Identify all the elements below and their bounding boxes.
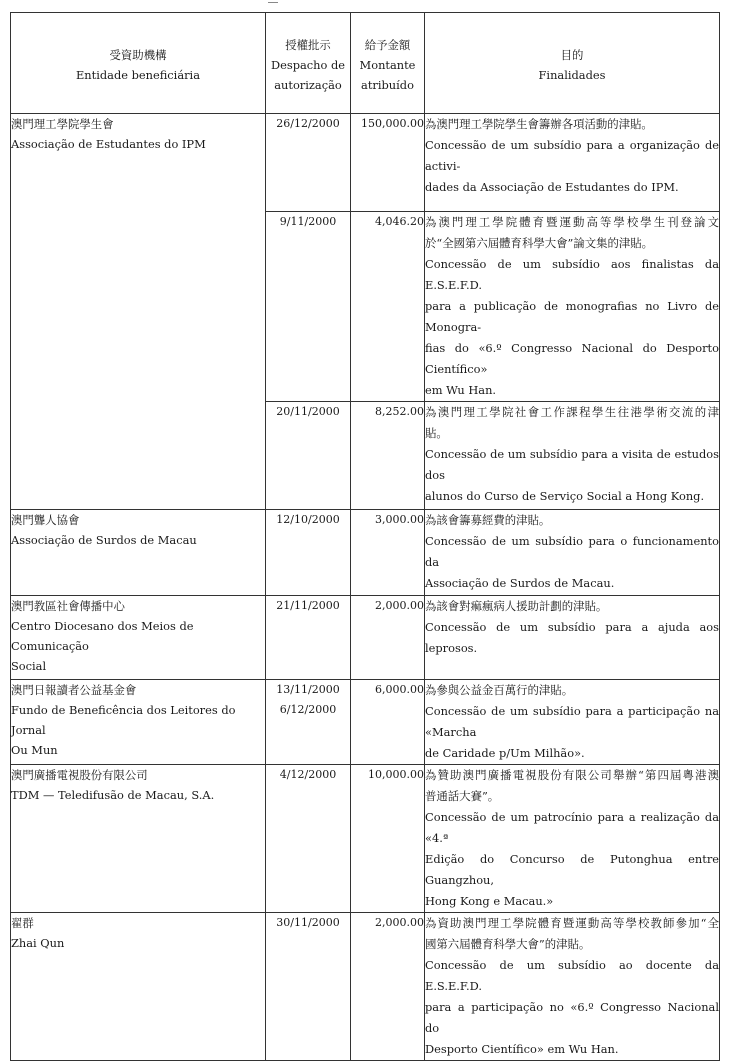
purpose-zh xyxy=(425,765,719,807)
dispatch-date-cell xyxy=(266,212,351,402)
dispatch-date-cell xyxy=(266,913,351,1061)
purpose-pt-line: Concessão de um subsídio para o funcionamento da xyxy=(425,534,719,569)
header-purpose-pt: Finalidades xyxy=(538,68,606,82)
purpose-pt-line: fias do «6.º Congresso Nacional do Desporto Científico» xyxy=(425,341,719,376)
amount-cell xyxy=(351,765,425,913)
amount-cell xyxy=(351,913,425,1061)
dispatch-date: 26/12/2000 xyxy=(276,117,340,130)
amount-value: 2,000.00 xyxy=(375,916,424,929)
header-entity xyxy=(11,13,266,114)
purpose-pt-line: Desporto Científico» em Wu Han. xyxy=(425,1042,619,1056)
purpose-zh-line: 為該會對痲瘋病人援助計劃的津貼。 xyxy=(425,599,608,613)
entity-name-zh: 澳門聾人協會 xyxy=(11,513,80,527)
purpose-pt-line: em Wu Han. xyxy=(425,383,497,397)
amount-value: 6,000.00 xyxy=(375,683,424,696)
table-header xyxy=(11,13,720,114)
purpose-pt xyxy=(425,444,719,507)
page-mark xyxy=(268,2,278,3)
dispatch-date: 9/11/2000 xyxy=(279,215,337,228)
header-dispatch-pt-line-2: autorização xyxy=(274,78,342,92)
purpose-cell xyxy=(425,114,720,212)
amount-cell xyxy=(351,510,425,596)
entity-name-pt: TDM — Teledifusão de Macau, S.A. xyxy=(11,788,215,802)
table-row xyxy=(11,913,720,1061)
purpose-pt-line: para a participação no «6.º Congresso Nacional do xyxy=(425,1000,719,1035)
purpose-zh-line: 國第六屆體育科學大會”的津貼。 xyxy=(425,937,591,951)
purpose-pt xyxy=(425,617,719,659)
purpose-pt-line: Concessão de um subsídio aos finalistas da E.S.E.F.D. xyxy=(425,257,719,292)
purpose-zh-line: 於“全國第六屆體育科學大會”論文集的津貼。 xyxy=(425,236,654,250)
entity-name-pt: Fundo de Beneficência dos Leitores do Jornal xyxy=(11,703,236,737)
purpose-zh xyxy=(425,402,719,444)
dispatch-date: 6/12/2000 xyxy=(279,703,337,716)
entity-cell xyxy=(11,765,266,913)
purpose-zh-line: 為澳門理工學院學生會籌辦各項活動的津貼。 xyxy=(425,117,653,131)
amount-cell xyxy=(351,114,425,212)
entity-name-pt: Ou Mun xyxy=(11,743,58,757)
dispatch-date-cell xyxy=(266,114,351,212)
entity-name-zh: 澳門教區社會傳播中心 xyxy=(11,599,125,613)
entity-name-pt: Associação de Surdos de Macau xyxy=(11,533,197,547)
entity-name-zh: 澳門廣播電視股份有限公司 xyxy=(11,768,148,782)
purpose-cell xyxy=(425,596,720,680)
header-dispatch xyxy=(266,13,351,114)
subsidy-table xyxy=(10,12,720,1061)
purpose-zh xyxy=(425,596,719,617)
header-entity-pt: Entidade beneficiária xyxy=(75,68,200,82)
purpose-cell xyxy=(425,402,720,510)
purpose-pt-line: para a publicação de monografias no Livro de Monogra- xyxy=(425,299,719,334)
dispatch-date: 4/12/2000 xyxy=(279,768,337,781)
purpose-pt-line: de Caridade p/Um Milhão». xyxy=(425,746,585,760)
purpose-zh xyxy=(425,680,719,701)
purpose-zh-line: 貼。 xyxy=(425,426,448,440)
table-row xyxy=(11,680,720,765)
dispatch-date: 20/11/2000 xyxy=(276,405,340,418)
header-amount-pt-line-1: Montante xyxy=(359,58,416,72)
dispatch-date-cell xyxy=(266,765,351,913)
table-row xyxy=(11,765,720,913)
purpose-pt xyxy=(425,135,719,198)
entity-name-zh: 澳門理工學院學生會 xyxy=(11,117,114,131)
purpose-pt xyxy=(425,701,719,764)
entity-name-pt: Associação de Estudantes do IPM xyxy=(11,137,206,151)
amount-value: 150,000.00 xyxy=(361,117,424,130)
purpose-pt xyxy=(425,254,719,401)
purpose-zh-line: 普通話大賽”。 xyxy=(425,789,500,803)
purpose-zh xyxy=(425,114,719,135)
entity-cell xyxy=(11,114,266,510)
table-body xyxy=(11,114,720,1061)
purpose-pt-line: Edição do Concurso de Putonghua entre Guangzhou, xyxy=(425,852,719,887)
purpose-zh xyxy=(425,510,719,531)
entity-name-zh: 翟群 xyxy=(11,916,34,930)
purpose-pt-line: Concessão de um subsídio para a ajuda aos leprosos. xyxy=(425,620,719,655)
purpose-pt-line: Concessão de um subsídio para a visita de estudos dos xyxy=(425,447,719,482)
entity-cell xyxy=(11,510,266,596)
purpose-pt-line: Concessão de um patrocínio para a realização da «4.ª xyxy=(425,810,719,845)
amount-value: 10,000.00 xyxy=(368,768,424,781)
header-entity-zh: 受資助機構 xyxy=(109,48,167,62)
purpose-zh-line: 為澳門理工學院社會工作課程學生往港學術交流的津 xyxy=(425,405,719,419)
header-purpose-zh: 目的 xyxy=(560,48,584,62)
purpose-cell xyxy=(425,680,720,765)
purpose-cell xyxy=(425,913,720,1061)
header-purpose xyxy=(425,13,720,114)
header-amount-zh: 給予金額 xyxy=(364,38,411,52)
amount-cell xyxy=(351,212,425,402)
purpose-zh-line: 為資助澳門理工學院體育暨運動高等學校教師參加“全 xyxy=(425,916,719,930)
purpose-pt xyxy=(425,955,719,1060)
purpose-pt xyxy=(425,807,719,912)
entity-name-pt: Social xyxy=(11,659,47,673)
purpose-zh xyxy=(425,212,719,254)
purpose-zh xyxy=(425,913,719,955)
table-row xyxy=(11,510,720,596)
purpose-zh-line: 為澳門理工學院體育暨運動高等學校學生刊登論文 xyxy=(425,215,719,229)
entity-name-pt: Zhai Qun xyxy=(11,936,65,950)
purpose-pt-line: Concessão de um subsídio ao docente da E.S.E.F.D. xyxy=(425,958,719,993)
entity-name-zh: 澳門日報讀者公益基金會 xyxy=(11,683,137,697)
table-row xyxy=(11,114,720,212)
amount-value: 4,046.20 xyxy=(375,215,424,228)
dispatch-date-cell xyxy=(266,510,351,596)
purpose-pt-line: Associação de Surdos de Macau. xyxy=(425,576,615,590)
purpose-pt-line: Concessão de um subsídio para a participação na «Marcha xyxy=(425,704,719,739)
amount-value: 3,000.00 xyxy=(375,513,424,526)
purpose-pt-line: Hong Kong e Macau.» xyxy=(425,894,554,908)
dispatch-date: 21/11/2000 xyxy=(276,599,340,612)
purpose-zh-line: 為贊助澳門廣播電視股份有限公司舉辦“第四屆粵港澳 xyxy=(425,768,719,782)
table-row xyxy=(11,596,720,680)
amount-cell xyxy=(351,680,425,765)
amount-value: 8,252.00 xyxy=(375,405,424,418)
amount-cell xyxy=(351,596,425,680)
purpose-pt-line: dades da Associação de Estudantes do IPM. xyxy=(425,180,679,194)
purpose-zh-line: 為該會籌募經費的津貼。 xyxy=(425,513,551,527)
header-dispatch-zh: 授權批示 xyxy=(285,38,331,52)
header-amount-pt-line-2: atribuído xyxy=(361,78,414,92)
dispatch-date: 12/10/2000 xyxy=(276,513,340,526)
dispatch-date: 13/11/2000 xyxy=(276,683,340,696)
dispatch-date-cell xyxy=(266,402,351,510)
entity-name-pt: Centro Diocesano dos Meios de Comunicação xyxy=(11,619,194,653)
purpose-cell xyxy=(425,212,720,402)
dispatch-date: 30/11/2000 xyxy=(276,916,340,929)
purpose-pt xyxy=(425,531,719,594)
purpose-pt-line: Concessão de um subsídio para a organização de activi- xyxy=(425,138,719,173)
entity-cell xyxy=(11,913,266,1061)
purpose-cell xyxy=(425,765,720,913)
purpose-zh-line: 為參與公益金百萬行的津貼。 xyxy=(425,683,574,697)
header-amount xyxy=(351,13,425,114)
amount-value: 2,000.00 xyxy=(375,599,424,612)
header-dispatch-pt-line-1: Despacho de xyxy=(270,58,346,72)
purpose-cell xyxy=(425,510,720,596)
entity-cell xyxy=(11,596,266,680)
dispatch-date-cell xyxy=(266,680,351,765)
purpose-pt-line: alunos do Curso de Serviço Social a Hong Kong. xyxy=(425,489,705,503)
amount-cell xyxy=(351,402,425,510)
dispatch-date-cell xyxy=(266,596,351,680)
entity-cell xyxy=(11,680,266,765)
